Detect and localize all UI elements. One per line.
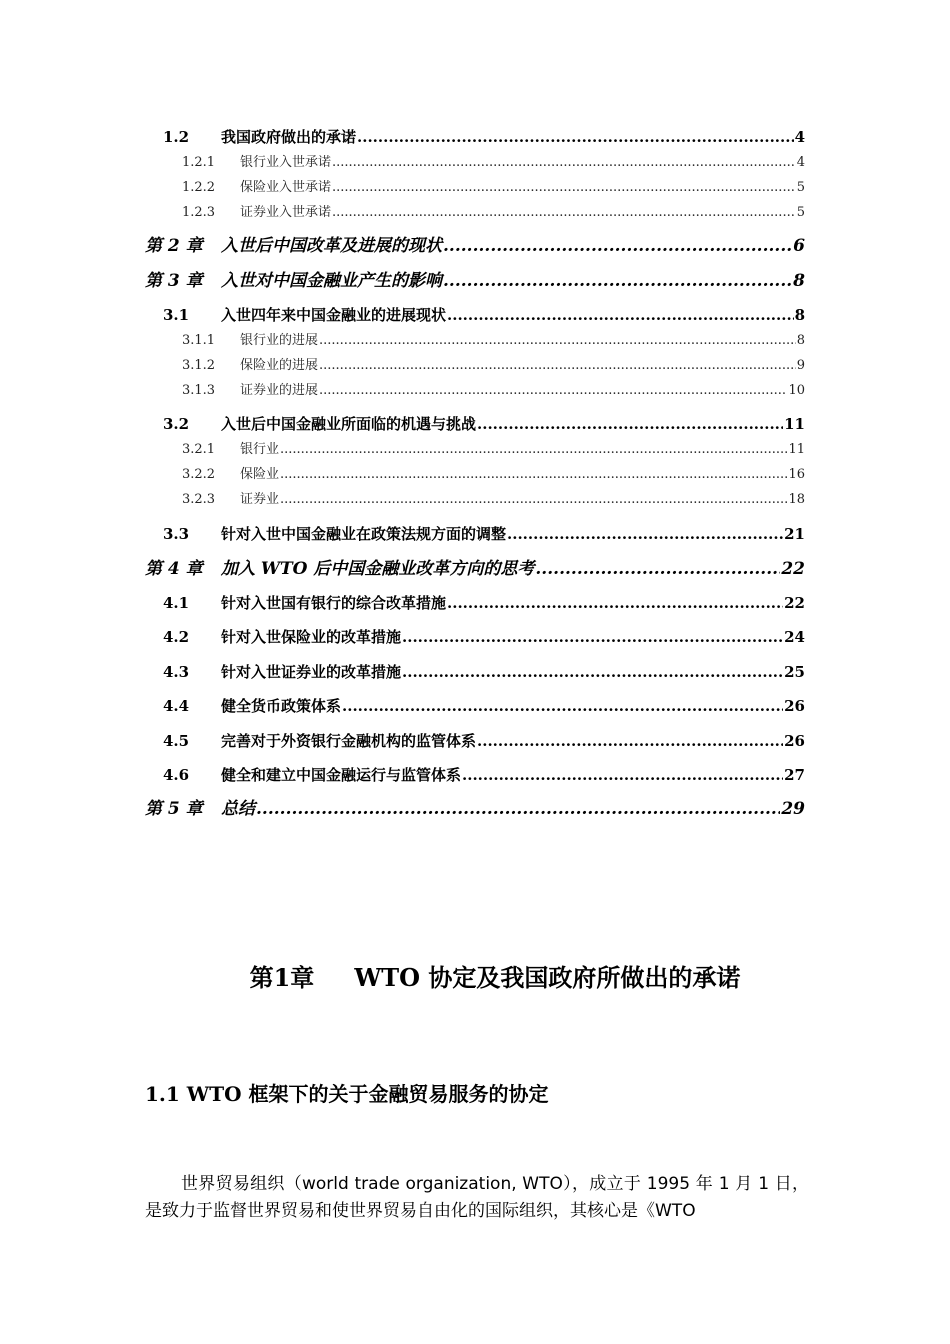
toc-entry-title: 证券业的进展 — [240, 383, 319, 398]
chapter-heading — [0, 958, 950, 993]
toc-leader-dots — [535, 561, 780, 578]
toc-entry-page: 6 — [793, 236, 805, 256]
toc-entry-number: 4.4 — [163, 697, 190, 715]
toc-entry-page: 22 — [781, 559, 805, 579]
toc-entry[interactable] — [145, 801, 805, 818]
toc-entry-number: 3.1.1 — [182, 333, 216, 348]
toc-entry[interactable] — [163, 734, 805, 749]
toc-leader-dots — [319, 334, 796, 347]
toc-leader-dots — [462, 768, 783, 783]
toc-entry-page: 21 — [784, 525, 805, 543]
toc-entry-title: 入世对中国金融业产生的影响 — [221, 271, 442, 291]
toc-entry[interactable] — [163, 308, 805, 323]
toc-entry[interactable] — [163, 130, 805, 145]
toc-entry[interactable] — [163, 768, 805, 783]
toc-leader-dots — [402, 630, 783, 645]
toc-entry[interactable] — [182, 384, 805, 397]
toc-entry-page: 16 — [788, 467, 805, 482]
toc-entry-page: 11 — [784, 415, 805, 433]
toc-entry[interactable] — [182, 206, 805, 219]
toc-entry[interactable] — [182, 443, 805, 456]
toc-entry-title: 入世后中国金融业所面临的机遇与挑战 — [221, 415, 477, 433]
toc-leader-dots — [447, 308, 794, 323]
toc-leader-dots — [342, 699, 783, 714]
toc-entry-page: 8 — [794, 306, 805, 324]
toc-entry-number: 3.1.2 — [182, 358, 216, 373]
toc-entry-number: 4.3 — [163, 663, 190, 681]
toc-entry-number: 3.1.3 — [182, 383, 216, 398]
toc-entry-number: 第 3 章 — [145, 271, 203, 291]
toc-entry-title: 保险业的进展 — [240, 358, 319, 373]
toc-entry[interactable] — [182, 334, 805, 347]
toc-leader-dots — [507, 527, 783, 542]
toc-entry-page: 29 — [781, 799, 805, 819]
toc-entry[interactable] — [182, 493, 805, 506]
toc-leader-dots — [280, 468, 787, 481]
toc-entry-number: 1.2.1 — [182, 155, 216, 170]
toc-entry-page: 25 — [784, 663, 805, 681]
toc-entry-title: 入世后中国改革及进展的现状 — [221, 236, 442, 256]
toc-entry[interactable] — [163, 417, 805, 432]
toc-entry-title: 银行业入世承诺 — [240, 155, 332, 170]
toc-entry-page: 27 — [784, 766, 805, 784]
toc-entry[interactable] — [163, 527, 805, 542]
toc-leader-dots — [280, 493, 787, 506]
toc-entry-number: 3.3 — [163, 525, 190, 543]
toc-entry-number: 第 2 章 — [145, 236, 203, 256]
toc-entry-number: 3.2.2 — [182, 467, 216, 482]
toc-leader-dots — [280, 443, 787, 456]
toc-leader-dots — [332, 206, 796, 219]
toc-entry-page: 18 — [788, 492, 805, 507]
toc-entry-number: 3.2.3 — [182, 492, 216, 507]
toc-entry-page: 5 — [796, 180, 805, 195]
toc-entry-number: 1.2.3 — [182, 205, 216, 220]
toc-entry-title: 针对入世中国金融业在政策法规方面的调整 — [221, 525, 507, 543]
toc-entry-page: 8 — [796, 333, 805, 348]
chapter-title: WTO 协定及我国政府所做出的承诺 — [354, 963, 741, 992]
toc-entry[interactable] — [163, 630, 805, 645]
toc-entry-number: 4.2 — [163, 628, 190, 646]
toc-entry-title: 健全和建立中国金融运行与监管体系 — [221, 766, 462, 784]
toc-leader-dots — [319, 384, 787, 397]
toc-entry[interactable] — [145, 273, 805, 290]
toc-entry-number: 4.1 — [163, 594, 190, 612]
toc-entry[interactable] — [182, 156, 805, 169]
toc-entry[interactable] — [163, 699, 805, 714]
toc-entry[interactable] — [182, 359, 805, 372]
toc-entry[interactable] — [182, 181, 805, 194]
toc-entry-title: 完善对于外资银行金融机构的监管体系 — [221, 732, 477, 750]
toc-leader-dots — [477, 417, 783, 432]
toc-entry[interactable] — [145, 238, 805, 255]
toc-leader-dots — [443, 238, 792, 255]
toc-entry-number: 3.2 — [163, 415, 190, 433]
toc-leader-dots — [256, 801, 780, 818]
toc-entry-page: 26 — [784, 732, 805, 750]
toc-entry-page: 11 — [788, 442, 805, 457]
toc-leader-dots — [443, 273, 792, 290]
toc-entry-title: 健全货币政策体系 — [221, 697, 342, 715]
toc-entry-page: 26 — [784, 697, 805, 715]
toc-entry-title: 保险业 — [240, 467, 280, 482]
toc-entry[interactable] — [163, 665, 805, 680]
toc-entry-title: 保险业入世承诺 — [240, 180, 332, 195]
toc-entry-title: 加入 WTO 后中国金融业改革方向的思考 — [221, 559, 535, 579]
body-paragraph: 世界贸易组织（world trade organization, WTO），成立于 1995 年 1 月 1 日，是致力于监督世界贸易和使世界贸易自由化的国际组织，其核心是《WTO — [145, 1174, 809, 1221]
toc-entry-title: 证券业入世承诺 — [240, 205, 332, 220]
toc-entry-page: 4 — [794, 128, 805, 146]
toc-entry-title: 银行业的进展 — [240, 333, 319, 348]
toc-entry-number: 3.2.1 — [182, 442, 216, 457]
toc-entry-number: 4.5 — [163, 732, 190, 750]
toc-entry-page: 9 — [796, 358, 805, 373]
toc-entry-title: 总结 — [221, 799, 255, 819]
toc-entry[interactable] — [182, 468, 805, 481]
toc-entry-title: 我国政府做出的承诺 — [221, 128, 357, 146]
toc-entry-title: 银行业 — [240, 442, 280, 457]
toc-leader-dots — [447, 596, 783, 611]
toc-leader-dots — [402, 665, 783, 680]
toc-entry-number: 3.1 — [163, 306, 190, 324]
toc-entry[interactable] — [145, 561, 805, 578]
toc-entry[interactable] — [163, 596, 805, 611]
toc-entry-page: 8 — [793, 271, 805, 291]
toc-leader-dots — [357, 130, 794, 145]
toc-entry-title: 入世四年来中国金融业的进展现状 — [221, 306, 447, 324]
chapter-number: 第1章 — [249, 963, 315, 992]
toc-entry-title: 证券业 — [240, 492, 280, 507]
toc-leader-dots — [332, 181, 796, 194]
toc-entry-title: 针对入世证券业的改革措施 — [221, 663, 402, 681]
toc-entry-page: 24 — [784, 628, 805, 646]
toc-leader-dots — [477, 734, 783, 749]
toc-entry-number: 4.6 — [163, 766, 190, 784]
toc-entry-title: 针对入世国有银行的综合改革措施 — [221, 594, 447, 612]
toc-entry-page: 5 — [796, 205, 805, 220]
toc-entry-page: 22 — [784, 594, 805, 612]
toc-entry-number: 第 4 章 — [145, 559, 203, 579]
toc-entry-title: 针对入世保险业的改革措施 — [221, 628, 402, 646]
toc-leader-dots — [332, 156, 796, 169]
toc-entry-page: 10 — [788, 383, 805, 398]
toc-entry-number: 第 5 章 — [145, 799, 203, 819]
toc-leader-dots — [319, 359, 796, 372]
toc-entry-number: 1.2.2 — [182, 180, 216, 195]
toc-entry-page: 4 — [796, 155, 805, 170]
section-heading: 1.1 WTO 框架下的关于金融贸易服务的协定 — [145, 1082, 549, 1106]
toc-entry-number: 1.2 — [163, 128, 190, 146]
